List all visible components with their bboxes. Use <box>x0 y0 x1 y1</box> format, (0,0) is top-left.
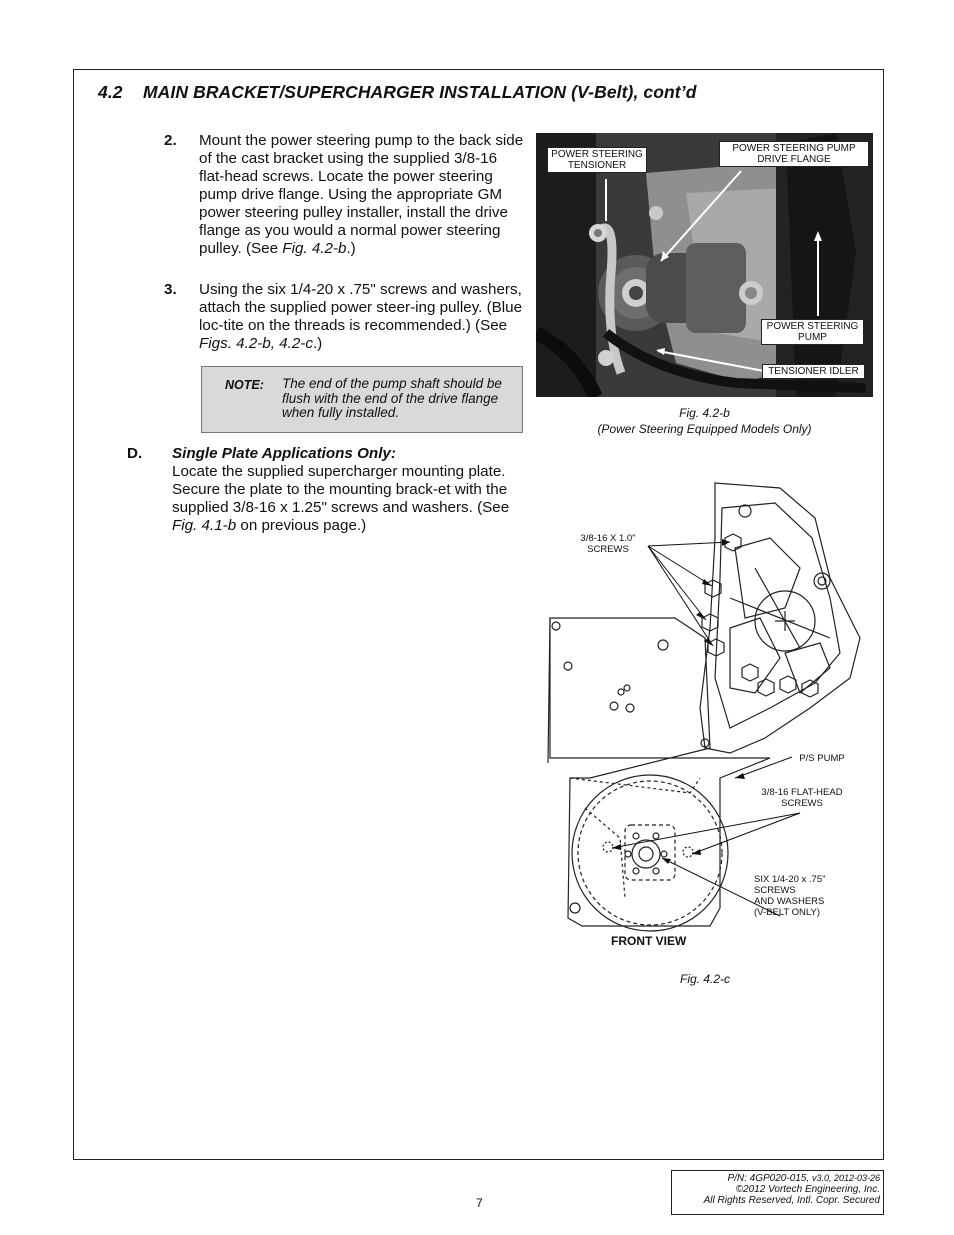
note-label: NOTE: <box>225 378 264 392</box>
callout-tensioner: POWER STEERING TENSIONER <box>547 147 647 173</box>
fig-c-caption: Fig. 4.2-c <box>679 972 730 986</box>
label-ps-pump: P/S PUMP <box>799 753 845 764</box>
label-flat-head-screws: 3/8-16 FLAT-HEAD SCREWS <box>761 787 843 809</box>
callout-drive-flange: POWER STEERING PUMP DRIVE FLANGE <box>719 141 869 167</box>
note-text: The end of the pump shaft should be flush with the end of the drive flange when fully installed. <box>282 376 502 420</box>
bracket-line-drawing <box>530 478 880 938</box>
fig-b-caption-subtitle: (Power Steering Equipped Models Only) <box>597 422 812 436</box>
step-text: Mount the power steering pump to the back side of the cast bracket using the supplied 3/8-16 flat-head screws. Locate the power steering pump drive flange. Using the appropriate GM power steering pulley installer, install the drive flange as you would a normal power steering pulley. (See Fig. 4.2-b.) <box>199 132 524 257</box>
figure-reference: Fig. 4.2-b <box>282 240 347 257</box>
note-box <box>201 366 523 433</box>
fig-b-caption-title: Fig. 4.2-b <box>679 406 730 420</box>
step-3 <box>164 281 524 353</box>
fig-b-caption <box>536 405 873 437</box>
power-steering-photo <box>536 133 873 397</box>
step-number: 2. <box>164 132 177 149</box>
section-d-text: Locate the supplied supercharger mounting plate. Secure the plate to the mounting brack-et with the supplied 3/8-16 x 1.25" screws and washers. (See Fig. 4.1-b on previous page.) <box>172 463 510 534</box>
front-view-label: FRONT VIEW <box>611 934 687 948</box>
footer-info <box>671 1170 884 1215</box>
section-d <box>127 445 527 535</box>
figure-reference: Figs. 4.2-b, 4.2-c <box>199 335 313 352</box>
step-number: 3. <box>164 281 177 298</box>
copyright: ©2012 Vortech Engineering, Inc. <box>735 1184 880 1195</box>
label-screws: 3/8-16 X 1.0" SCREWS <box>580 533 636 555</box>
section-d-letter: D. <box>127 445 143 462</box>
step-text: Using the six 1/4-20 x .75" screws and washers, attach the supplied power steer-ing pulley. (Blue loc-tite on the threads is recommended.) (See Figs. 4.2-b, 4.2-c.) <box>199 281 523 352</box>
label-six-screws: SIX 1/4-20 x .75" SCREWS AND WASHERS (V-BELT ONLY) <box>754 874 826 918</box>
section-d-heading: Single Plate Applications Only: <box>172 445 396 462</box>
section-heading <box>98 82 697 103</box>
section-title: MAIN BRACKET/SUPERCHARGER INSTALLATION (V-Belt), cont’d <box>143 82 697 102</box>
step-2 <box>164 132 524 258</box>
rights: All Rights Reserved, Intl. Copr. Secured <box>703 1195 880 1206</box>
page-number: 7 <box>476 1196 483 1210</box>
callout-idler: TENSIONER IDLER <box>762 364 865 379</box>
part-number: P/N: 4GP020-015, v3.0, 2012-03-26 <box>727 1173 880 1184</box>
section-number: 4.2 <box>98 82 123 102</box>
callout-pump: POWER STEERING PUMP <box>761 319 864 345</box>
figure-reference: Fig. 4.1-b <box>172 517 237 534</box>
